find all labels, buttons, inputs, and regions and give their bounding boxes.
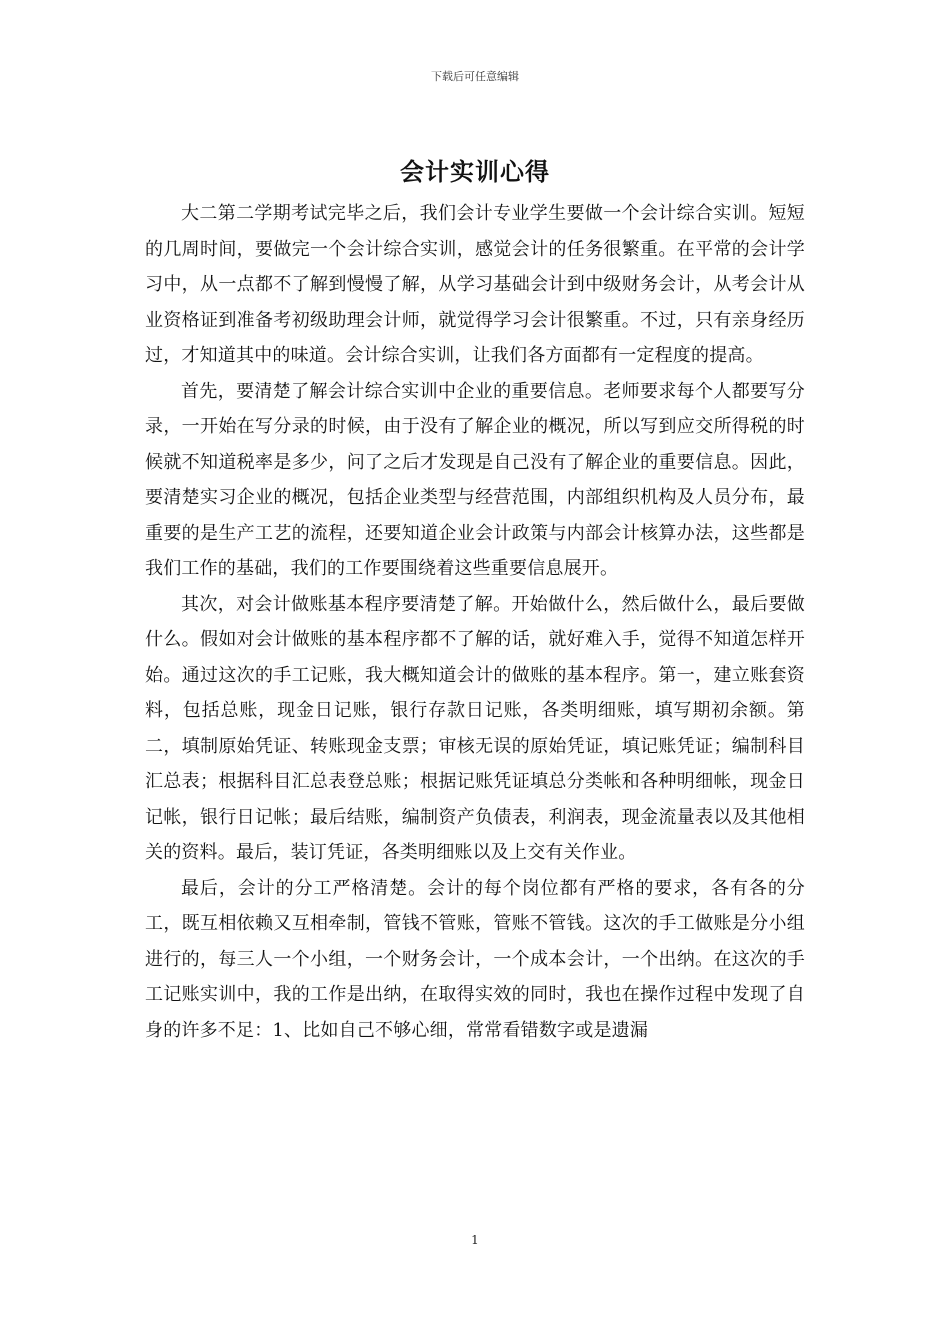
document-body [145,196,805,1048]
document-title: 会计实训心得 [400,157,550,186]
paragraph-1: 大二第二学期考试完毕之后，我们会计专业学生要做一个会计综合实训。短短的几周时间，要做完一个会计综合实训，感觉会计的任务很繁重。在平常的会计学习中，从一点都不了解到慢慢了解，从学习基础会计到中级财务会计，从考会计从业资格证到准备考初级助理会计师，就觉得学习会计很繁重。不过，只有亲身经历过，才知道其中的味道。会计综合实训，让我们各方面都有一定程度的提高。 [145,203,805,366]
header-note: 下载后可任意编辑 [431,70,519,83]
paragraph-4: 最后，会计的分工严格清楚。会计的每个岗位都有严格的要求，各有各的分工，既互相依赖又互相牵制，管钱不管账，管账不管钱。这次的手工做账是分小组进行的，每三人一个小组，一个财务会计，一个成本会计，一个出纳。在这次的手工记账实训中，我的工作是出纳，在取得实效的同时，我也在操作过程中发现了自身的许多不足：1、比如自己不够心细，常常看错数字或是遗漏 [145,877,805,1041]
page-number: 1 [471,1233,479,1247]
paragraph-2: 首先，要清楚了解会计综合实训中企业的重要信息。老师要求每个人都要写分录，一开始在写分录的时候，由于没有了解企业的概况，所以写到应交所得税的时候就不知道税率是多少，问了之后才发现是自己没有了解企业的重要信息。因此，要清楚实习企业的概况，包括企业类型与经营范围，内部组织机构及人员分布，最重要的是生产工艺的流程，还要知道企业会计政策与内部会计核算办法，这些都是我们工作的基础，我们的工作要围绕着这些重要信息展开。 [145,380,805,579]
paragraph-3: 其次，对会计做账基本程序要清楚了解。开始做什么，然后做什么，最后要做什么。假如对会计做账的基本程序都不了解的话，就好难入手，觉得不知道怎样开始。通过这次的手工记账，我大概知道会计的做账的基本程序。第一，建立账套资料，包括总账，现金日记账，银行存款日记账，各类明细账，填写期初余额。第二，填制原始凭证、转账现金支票；审核无误的原始凭证，填记账凭证；编制科目汇总表；根据科目汇总表登总账；根据记账凭证填总分类帐和各种明细帐，现金日记帐，银行日记帐；最后结账，编制资产负债表，利润表，现金流量表以及其他相关的资料。最后，装订凭证，各类明细账以及上交有关作业。 [145,593,805,863]
